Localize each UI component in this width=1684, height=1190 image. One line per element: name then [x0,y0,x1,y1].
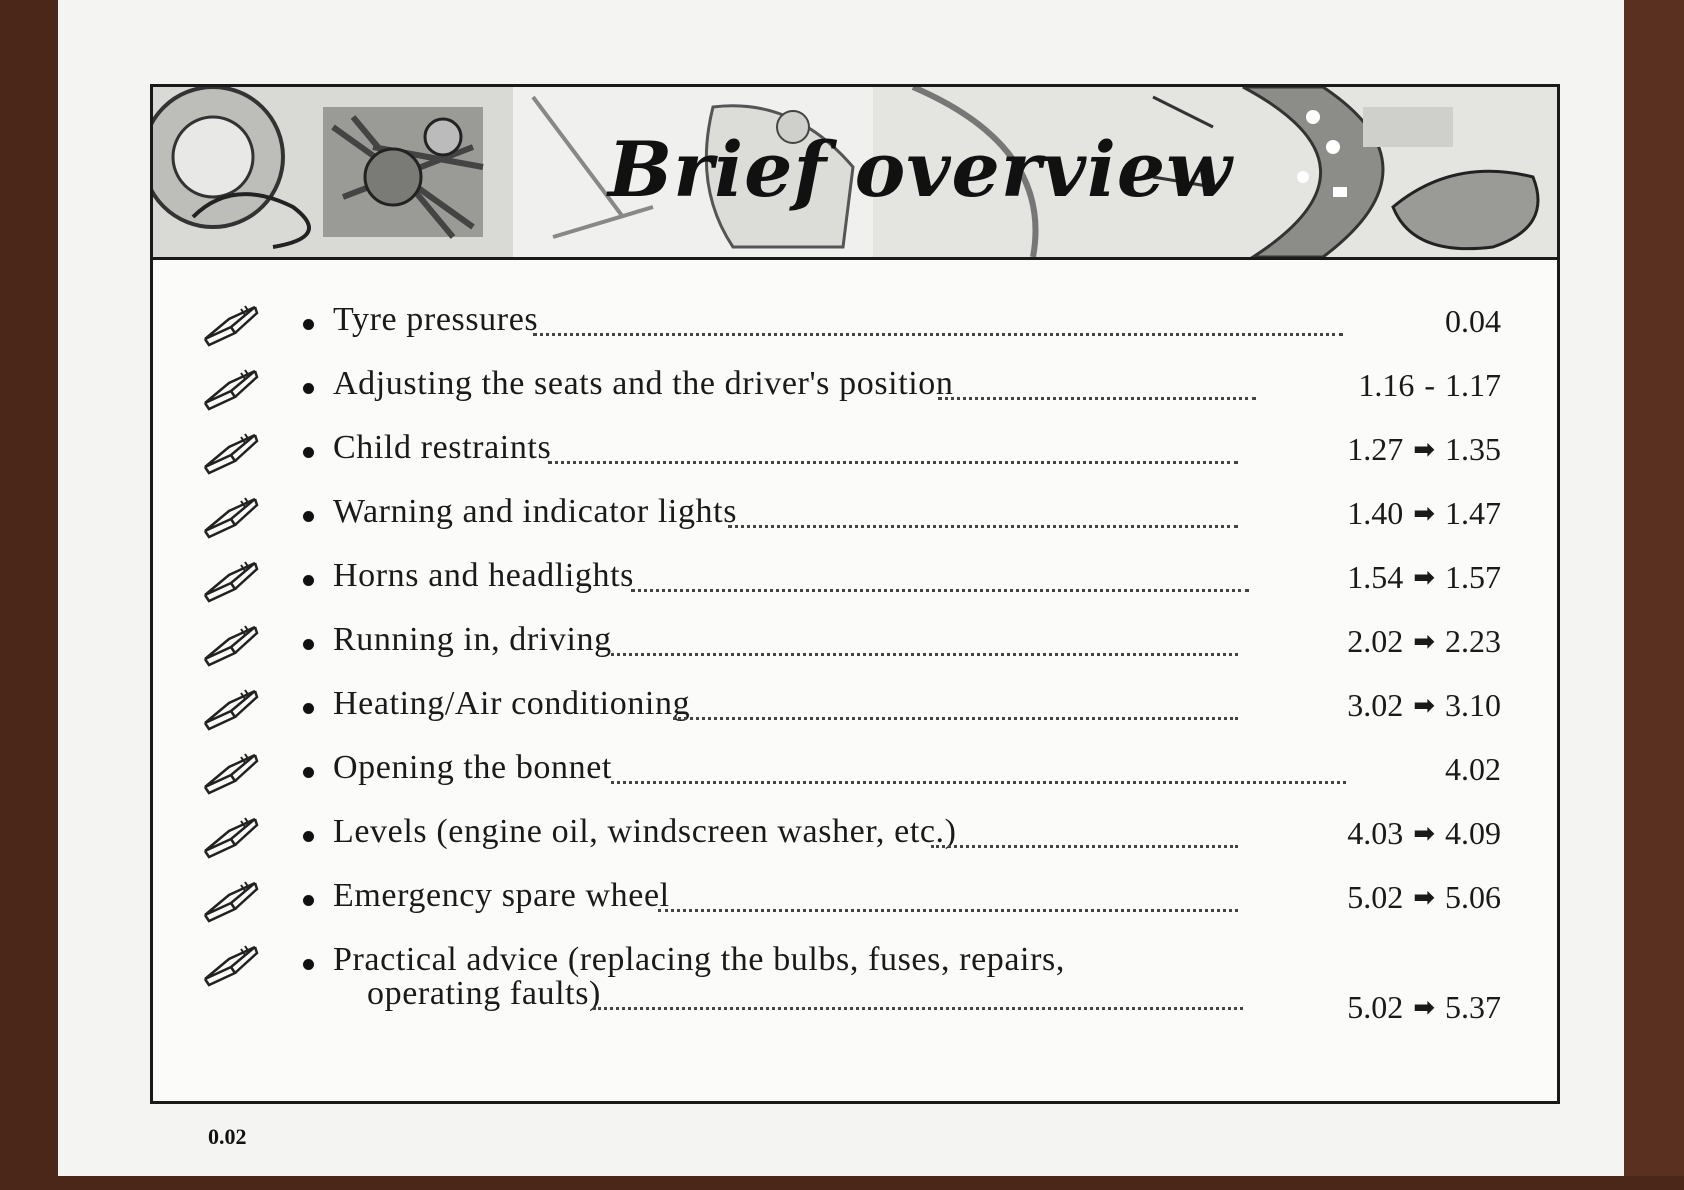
bullet [303,383,314,394]
bullet [303,703,314,714]
open-book-icon [201,493,259,541]
page-from: 0.04 [1445,303,1501,339]
item-label: Emergency spare wheel [333,877,670,914]
arrow-right-icon: ➡ [1413,562,1435,593]
scan-edge-right [1624,0,1684,1190]
page-title: Brief overview [608,125,1233,214]
page-from: 5.02 [1347,879,1404,915]
page-from: 2.02 [1347,623,1404,659]
item-label: Practical advice (replacing the bulbs, fuses, repairs, [333,941,1065,978]
bullet [303,319,314,330]
open-book-icon [201,429,259,477]
page-reference [1347,687,1501,724]
item-label: Levels (engine oil, windscreen washer, etc.) [333,813,957,850]
header-banner [153,87,1557,260]
open-book-icon [201,365,259,413]
arrow-right-icon: ➡ [1413,626,1435,657]
scan-edge-left [0,0,58,1190]
page-reference [1347,431,1501,468]
arrow-right-icon: ➡ [1413,818,1435,849]
list-item[interactable] [153,745,1557,805]
open-book-icon [201,557,259,605]
dot-leader [931,841,1238,848]
list-item[interactable] [153,553,1557,613]
item-label: Child restraints [333,429,552,466]
list-item[interactable] [153,617,1557,677]
scan-edge-bottom [0,1176,1684,1190]
page-to: 1.17 [1445,367,1501,403]
list-item[interactable] [153,425,1557,485]
open-book-icon [201,813,259,861]
item-label: Opening the bonnet [333,749,612,786]
bullet [303,831,314,842]
page-reference [1445,751,1501,788]
bullet [303,511,314,522]
dot-leader [938,393,1256,400]
dot-leader [658,905,1238,912]
bullet [303,895,314,906]
bullet [303,959,314,970]
open-book-icon [201,877,259,925]
item-label: Horns and headlights [333,557,634,594]
page-to: 1.57 [1445,559,1501,595]
page-from: 1.40 [1347,495,1404,531]
dot-leader [548,457,1238,464]
dot-leader [631,585,1249,592]
open-book-icon [201,621,259,669]
list-item[interactable] [153,361,1557,421]
open-book-icon [201,301,259,349]
dot-leader [728,521,1238,528]
page-reference [1347,559,1501,596]
dot-leader [611,649,1238,656]
bullet [303,575,314,586]
page-from: 1.27 [1347,431,1404,467]
page-number: 0.02 [208,1124,247,1149]
dot-leader [533,329,1343,336]
page-from: 1.16 [1358,367,1415,403]
bullet [303,767,314,778]
page-reference [1445,303,1501,340]
dot-leader [593,1003,1243,1010]
page-from: 5.02 [1347,989,1404,1025]
item-label: Running in, driving [333,621,612,658]
page-from: 3.02 [1347,687,1404,723]
arrow-right-icon: ➡ [1413,690,1435,721]
page-to: 1.47 [1445,495,1501,531]
arrow-right-icon: ➡ [1413,882,1435,913]
page-reference [1347,879,1501,916]
open-book-icon [201,941,259,989]
item-label: Tyre pressures [333,301,539,338]
page-from: 4.02 [1445,751,1501,787]
list-item[interactable] [153,937,1557,1037]
dot-leader [673,713,1238,720]
page-to: 1.35 [1445,431,1501,467]
item-label: Heating/Air conditioning [333,685,691,722]
page-to: 2.23 [1445,623,1501,659]
bullet [303,447,314,458]
page-reference [1347,989,1501,1026]
item-label: Adjusting the seats and the driver's position [333,365,954,402]
page-from: 1.54 [1347,559,1404,595]
open-book-icon [201,749,259,797]
arrow-right-icon: ➡ [1413,434,1435,465]
arrow-right-icon: ➡ [1413,992,1435,1023]
list-item[interactable] [153,873,1557,933]
overview-box [150,84,1560,1104]
page-reference [1358,367,1501,404]
dot-leader [611,777,1346,784]
item-label-continued: operating faults) [367,975,601,1012]
page-to: 3.10 [1445,687,1501,723]
range-separator: - [1424,367,1435,403]
page-reference [1347,815,1501,852]
list-item[interactable] [153,681,1557,741]
page-reference [1347,623,1501,660]
item-label: Warning and indicator lights [333,493,738,530]
list-item[interactable] [153,489,1557,549]
bullet [303,639,314,650]
page-to: 5.37 [1445,989,1501,1025]
page-reference [1347,495,1501,532]
page-to: 4.09 [1445,815,1501,851]
open-book-icon [201,685,259,733]
page-from: 4.03 [1347,815,1404,851]
page [58,0,1624,1176]
list-item[interactable] [153,809,1557,869]
list-item[interactable] [153,297,1557,357]
arrow-right-icon: ➡ [1413,498,1435,529]
page-to: 5.06 [1445,879,1501,915]
